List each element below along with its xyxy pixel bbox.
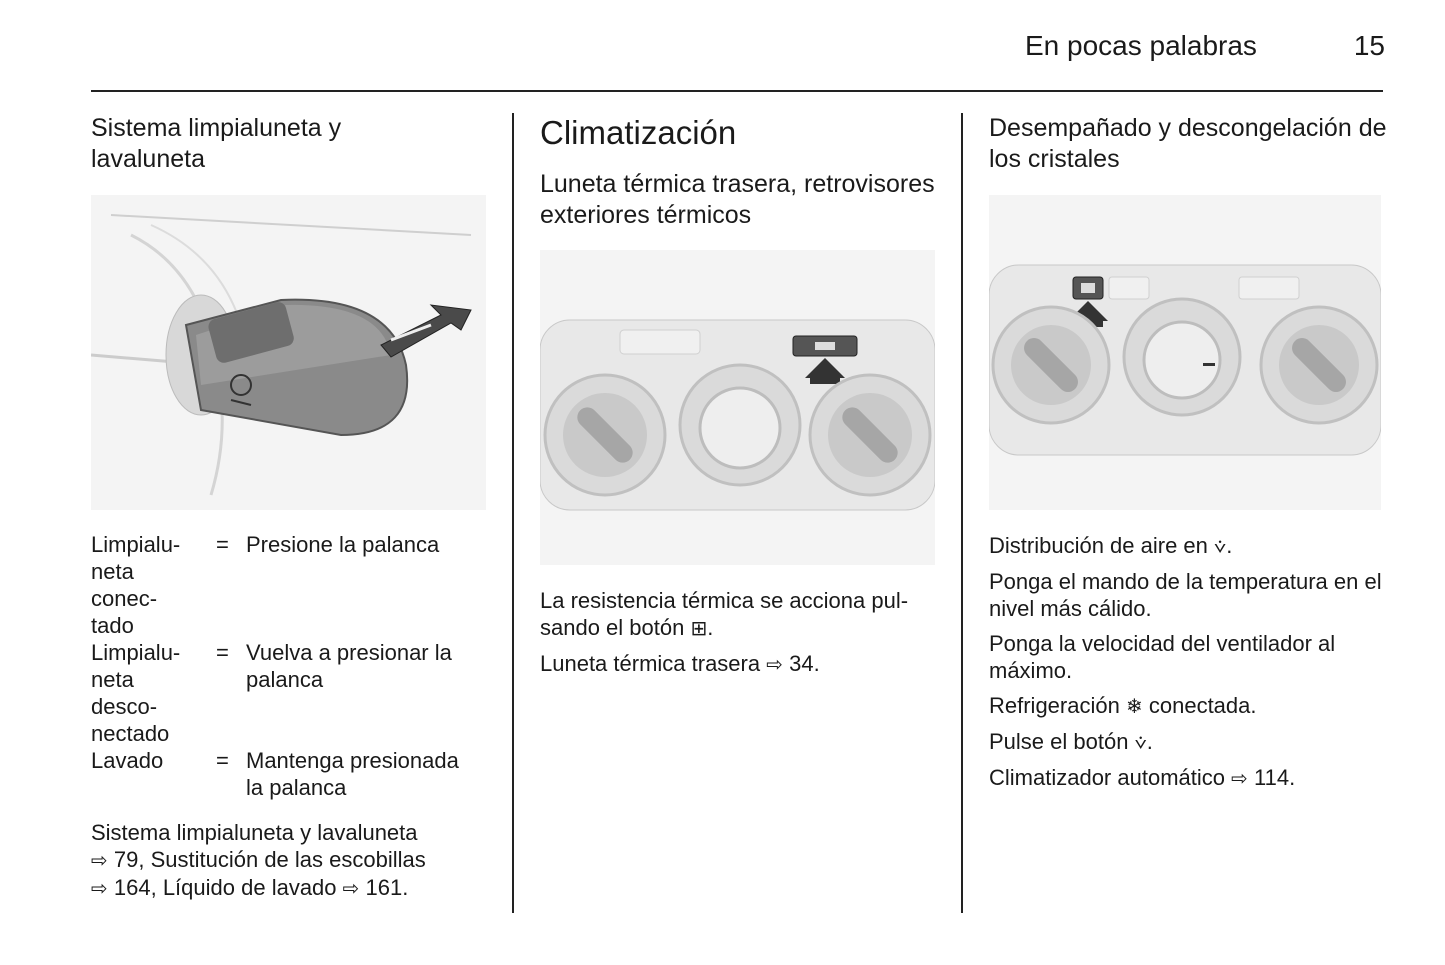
table-row bbox=[91, 531, 481, 639]
equals-sign: = bbox=[216, 532, 229, 557]
column-demist bbox=[989, 113, 1389, 175]
paragraph-auto-climate-ref bbox=[989, 764, 1389, 792]
text-line: sando el botón bbox=[540, 615, 685, 640]
ref-link-114[interactable]: 114. bbox=[1254, 765, 1296, 790]
term-cell: Limpialu- neta desco- nectado bbox=[91, 640, 181, 746]
paragraph-press-button: Pulse el botón ⩒. bbox=[989, 729, 1153, 754]
ref-text: Climatizador automático bbox=[989, 765, 1225, 790]
equals-sign: = bbox=[216, 640, 229, 665]
reference-arrow-icon: ⇨ bbox=[342, 876, 360, 900]
ref-link-34[interactable]: 34. bbox=[789, 651, 820, 676]
demist-text bbox=[989, 532, 1389, 792]
dial-left bbox=[545, 375, 665, 495]
ref-link-79[interactable]: 79, Sustitución de las escobillas bbox=[113, 847, 426, 872]
dial-right bbox=[810, 375, 930, 495]
ref-link-161[interactable]: 161. bbox=[365, 875, 409, 900]
rear-defrost-icon: ⊞ bbox=[690, 616, 708, 640]
term-cell: Lavado bbox=[91, 748, 164, 773]
text-line: Refrigeración bbox=[989, 693, 1120, 718]
equals-sign: = bbox=[216, 748, 229, 773]
column-divider-1 bbox=[512, 113, 514, 913]
column-wiper bbox=[91, 113, 491, 175]
wiper-lever-illustration bbox=[91, 195, 486, 510]
header-rule bbox=[91, 90, 1383, 92]
wiper-function-list bbox=[91, 531, 491, 902]
section-heading-demist: Desempañado y descongelación de los cristales bbox=[989, 114, 1387, 173]
ref-link-164[interactable]: 164, Líquido de lavado bbox=[113, 875, 337, 900]
description-cell: Presione la palanca bbox=[246, 532, 440, 557]
table-row bbox=[91, 747, 481, 801]
climate-text bbox=[540, 587, 940, 678]
windscreen-defrost-icon: ⩒ bbox=[1134, 730, 1147, 754]
windscreen-air-icon: ⩒ bbox=[1214, 534, 1227, 558]
table-row bbox=[91, 639, 481, 747]
paragraph-rear-defrost: La resistencia térmica se acciona pul- sando el botón ⊞. bbox=[540, 588, 909, 640]
climate-panel-defrost-illustration bbox=[540, 250, 935, 565]
text-line: conectada. bbox=[1148, 693, 1257, 718]
reference-arrow-icon: ⇨ bbox=[91, 876, 108, 900]
climate-panel-demist-illustration bbox=[989, 195, 1381, 510]
reference-arrow-icon: ⇨ bbox=[1231, 766, 1248, 790]
paragraph-cooling bbox=[989, 692, 1389, 720]
reference-arrow-icon: ⇨ bbox=[91, 848, 108, 872]
description-cell: Mantenga presionada la palanca bbox=[246, 748, 459, 800]
section-heading-wiper: Sistema limpialuneta y lavaluneta bbox=[91, 114, 342, 173]
wiper-cross-references bbox=[91, 819, 491, 902]
term-cell: Limpialu- neta conec- tado bbox=[91, 532, 181, 638]
text-line: Distribución de aire en bbox=[989, 533, 1208, 558]
subheading-rear-defrost: Luneta térmica trasera, retrovisores exteriores térmicos bbox=[540, 170, 935, 229]
ref-text: Luneta térmica trasera bbox=[540, 651, 761, 676]
dial-center bbox=[680, 365, 800, 485]
paragraph-fan-speed: Ponga la velocidad del ventilador al máximo. bbox=[989, 631, 1336, 683]
column-divider-2 bbox=[961, 113, 963, 913]
wiper-function-table bbox=[91, 531, 481, 801]
section-heading-climate: Climatización bbox=[540, 114, 737, 151]
paragraph-air-distribution: Distribución de aire en ⩒. bbox=[989, 533, 1233, 558]
running-header-title: En pocas palabras bbox=[1025, 30, 1257, 61]
page-number: 15 bbox=[1353, 30, 1385, 61]
description-cell: Vuelva a presionar la palanca bbox=[246, 640, 452, 692]
ref-text: Sistema limpialuneta y lavaluneta bbox=[91, 820, 418, 845]
paragraph-rear-defrost-ref bbox=[540, 650, 940, 678]
paragraph-temperature: Ponga el mando de la temperatura en el nivel más cálido. bbox=[989, 569, 1382, 621]
snowflake-icon: ❄ bbox=[1125, 694, 1143, 718]
reference-arrow-icon: ⇨ bbox=[766, 652, 783, 676]
column-climate bbox=[540, 113, 940, 231]
text-line: Pulse el botón bbox=[989, 729, 1129, 754]
text-line: La resistencia térmica se acciona pul- bbox=[540, 588, 909, 613]
